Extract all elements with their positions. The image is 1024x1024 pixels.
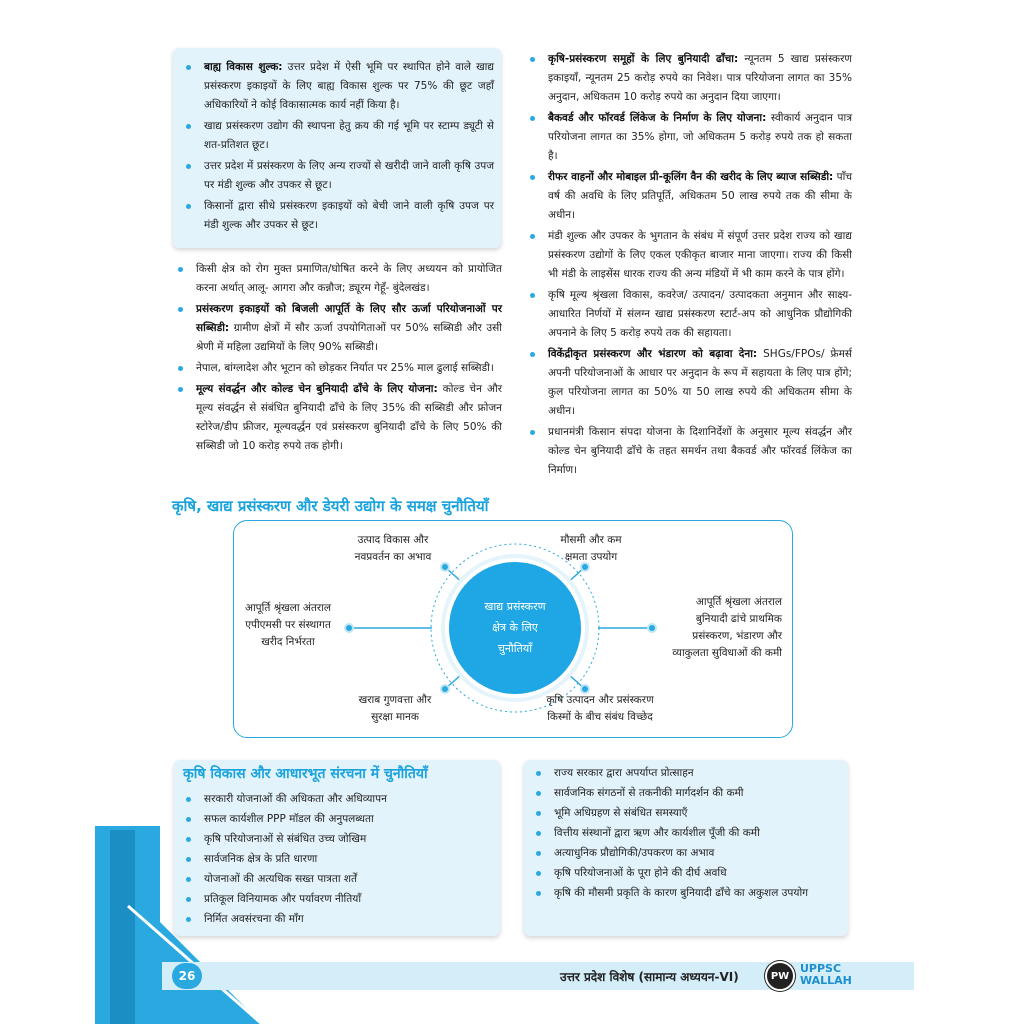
item-text: पाँच वर्ष की अवधि के लिए प्रतिपूर्ति, अधिकतम 50 लाख रुपये तक की सीमा के अधीन। (548, 171, 852, 221)
connector-dot (345, 624, 353, 632)
infra-challenges-content (528, 764, 844, 904)
brand-logo-text (800, 963, 852, 987)
item-heading: मूल्य संवर्द्धन और कोल्ड चेन बुनियादी ढाँचे के लिए योजना: (196, 383, 438, 395)
list-item: वित्तीय संस्थानों द्वारा ऋण और कार्यशील पूँजी की कमी (528, 824, 844, 842)
item-heading: कृषि-प्रसंस्करण समूहों के लिए बुनियादी ढाँचा: (548, 53, 739, 65)
item-text: किसी क्षेत्र को रोग मुक्त प्रमाणित/घोषित करने के लिए अध्ययन को प्रायोजित करना अर्थात् आलू- आगरा और कन्नौज; ड्यूरम गेहूँ- बुंदेलखंड। (196, 263, 502, 294)
item-heading: रीफर वाहनों और मोबाइल प्री-कूलिंग वैन की खरीद के लिए ब्याज सब्सिडी: (548, 171, 834, 183)
agri-challenges-heading: कृषि विकास और आधारभूत संरचना में चुनौतियाँ (183, 766, 428, 782)
item-text: SHGs/FPOs/ फ्रेमर्स अपनी परियोजनाओं के आधार पर अनुदान के रूप में सहायता के लिए पात्र होंगे; कुल परियोजना लागत का 50% या 50 लाख रुपये की अधिकतम सीमा के अधीन। (548, 348, 852, 417)
item-text: उत्तर प्रदेश में प्रसंस्करण के लिए अन्य राज्यों से खरीदी जाने वाली कृषि उपज पर मंडी शुल्क और उपकर से छूट। (204, 160, 494, 191)
agri-challenges-list (178, 790, 494, 928)
item-text: मंडी शुल्क और उपकर के भुगतान के संबंध में संपूर्ण उत्तर प्रदेश राज्य को खाद्य प्रसंस्करण उद्योगों के लिए एकल एकीकृत बाजार माना जाएगा। राज्य की किसी भी मंडी के लाइसेंस धारक राज्य की अन्य मंडियों में भी काम करने के पात्र होंगे। (548, 230, 852, 280)
challenges-heading: कृषि, खाद्य प्रसंस्करण और डेयरी उद्योग के समक्ष चुनौतियाँ (172, 497, 489, 515)
item-heading: विकेंद्रीकृत प्रसंस्करण और भंडारण को बढ़ावा देना: (548, 348, 758, 360)
page-number: 26 (172, 963, 202, 989)
list-item: सफल कार्यशील PPP मॉडल की अनुपलब्धता (178, 810, 494, 828)
item-heading: बैकवर्ड और फॉरवर्ड लिंकेज के निर्माण के लिए योजना: (548, 112, 767, 124)
item-heading: प्रसंस्करण इकाइयों को बिजली आपूर्ति के लिए सौर ऊर्जा परियोजनाओं पर सब्सिडी: (196, 303, 502, 334)
diagram-label-bottom-right: कृषि उत्पादन और प्रसंस्करण किस्मों के बीच संबंध विच्छेद (546, 694, 654, 723)
diagram-label-left: आपूर्ति श्रृंखला अंतराल एपीएमसी पर संस्थागत खरीद निर्भरता (244, 602, 332, 648)
agri-challenges-content (178, 790, 494, 930)
pw-logo-icon (765, 961, 795, 991)
diagram-center-label: खाद्य प्रसंस्करण क्षेत्र के लिए चुनौतियाँ (484, 600, 546, 655)
list-item: कृषि परियोजनाओं से संबंधित उच्च जोखिम (178, 830, 494, 848)
logo-line-uppsc: UPPSC (800, 962, 842, 975)
list-item: कृषि की मौसमी प्रकृति के कारण बुनियादी ढाँचे का अकुशल उपयोग (528, 884, 844, 902)
item-text: न्यूनतम 5 खाद्य प्रसंस्करण इकाइयाँ, न्यूनतम 25 करोड़ रुपये का निवेश। पात्र परियोजना लागत का 35% अनुदान, अधिकतम 10 करोड़ रुपये का अनुदान दिया जाएगा। (548, 53, 852, 103)
list-item: सार्वजनिक क्षेत्र के प्रति धारणा (178, 850, 494, 868)
logo-mark-text: PW (770, 970, 790, 982)
infra-challenges-list (528, 764, 844, 902)
list-item: प्रतिकूल विनियामक और पर्यावरण नीतियाँ (178, 890, 494, 908)
list-item: राज्य सरकार द्वारा अपर्याप्त प्रोत्साहन (528, 764, 844, 782)
list-item: कृषि परियोजनाओं के पूरा होने की दीर्घ अवधि (528, 864, 844, 882)
item-text: उत्तर प्रदेश में ऐसी भूमि पर स्थापित होने वाले खाद्य प्रसंस्करण इकाइयों के लिए बाह्य विकास शुल्क पर 75% की छूट जहाँ अधिकारियों ने कोई विकासात्मक कार्य नहीं किया है। (204, 61, 494, 111)
diagram-label-top-left: उत्पाद विकास और नवप्रवर्तन का अभाव (354, 534, 432, 563)
list-item: सार्वजनिक संगठनों से तकनीकी मार्गदर्शन की कमी (528, 784, 844, 802)
item-text: किसानों द्वारा सीधे प्रसंस्करण इकाइयों को बेची जाने वाली कृषि उपज पर मंडी शुल्क और उपकर से छूट। (204, 200, 494, 231)
list-item: भूमि अधिग्रहण से संबंधित समस्याएँ (528, 804, 844, 822)
item-text: कोल्ड चेन और मूल्य संवर्द्धन से संबंधित बुनियादी ढाँचे के लिए 35% की सब्सिडी और फ्रोजन स्टोरेज/डीप फ्रीजर, मूल्यवर्द्धन एवं प्रसंस्करण बुनियादी ढाँचे के लिए 50% की सब्सिडी जो 10 करोड़ रुपये तक होगी। (196, 383, 502, 452)
list-item: सरकारी योजनाओं की अधिकता और अधिव्यापन (178, 790, 494, 808)
diagram-label-bottom-left: खराब गुणवत्ता और सुरक्षा मानक (358, 694, 432, 723)
list-item: निर्मित अवसंरचना की माँग (178, 910, 494, 928)
item-text: कृषि मूल्य श्रृंखला विकास, कवरेज/ उत्पादन/ उत्पादकता अनुमान और साक्ष्य-आधारित निर्णयों में संलग्न खाद्य प्रसंस्करण स्टार्ट-अप को आधुनिक प्रौद्योगिकी अपनाने के लिए 5 करोड़ रुपये तक की सहायता। (548, 289, 852, 339)
logo-line-wallah: WALLAH (800, 974, 852, 987)
item-heading: बाह्य विकास शुल्क: (204, 61, 283, 73)
diagram-label-top-right: मौसमी और कम क्षमता उपयोग (560, 534, 622, 563)
list-item: अत्याधुनिक प्रौद्योगिकी/उपकरण का अभाव (528, 844, 844, 862)
item-text: ग्रामीण क्षेत्रों में सौर ऊर्जा उपयोगिताओं पर 50% सब्सिडी और उसी श्रेणी में महिला उद्यमियों के लिए 90% सब्सिडी। (196, 322, 502, 353)
item-text: खाद्य प्रसंस्करण उद्योग की स्थापना हेतु क्रय की गई भूमि पर स्टाम्प ड्यूटी से शत-प्रतिशत छूट। (204, 120, 494, 151)
list-item: योजनाओं की अत्यधिक सख्त पात्रता शर्तें (178, 870, 494, 888)
diagram-label-right: आपूर्ति श्रृंखला अंतराल बुनियादी ढांचे प्राथमिक प्रसंस्करण, भंडारण और व्याकुलता सुविधाओं की कमी (672, 596, 782, 659)
item-text: प्रधानमंत्री किसान संपदा योजना के दिशानिर्देशों के अनुसार मूल्य संवर्द्धन और कोल्ड चेन बुनियादी ढाँचे के तहत समर्थन तथा बैकवर्ड और फॉरवर्ड लिंकेज का निर्माण। (548, 426, 852, 476)
footer-title: उत्तर प्रदेश विशेष (सामान्य अध्ययन-VI) (560, 970, 739, 984)
item-text: स्वीकार्य अनुदान पात्र परियोजना लागत का 35% होगा, जो अधिकतम 5 करोड़ रुपये तक हो सकता है। (548, 112, 852, 162)
item-text: नेपाल, बांग्लादेश और भूटान को छोड़कर निर्यात पर 25% माल ढुलाई सब्सिडी। (196, 362, 494, 374)
